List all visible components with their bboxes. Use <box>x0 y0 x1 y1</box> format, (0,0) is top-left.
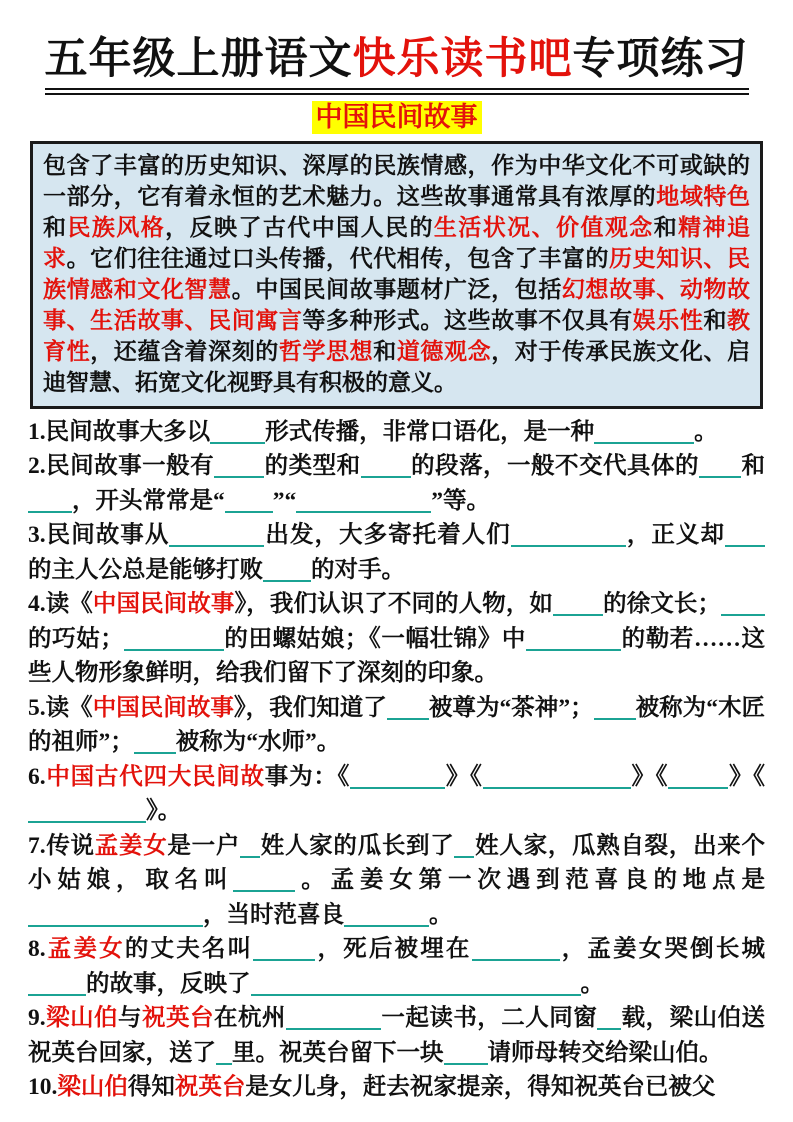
answer-blank <box>444 1039 488 1065</box>
question-item <box>28 691 765 760</box>
text-run: ，当时范喜良 <box>203 901 344 928</box>
text-run: 出发，大多寄托着人们 <box>264 522 511 549</box>
answer-blank <box>210 418 265 444</box>
question-item <box>28 932 765 1001</box>
emphasis-text: 孟姜女 <box>45 936 125 963</box>
text-run: 的丈夫名叫 <box>124 936 254 963</box>
text-run: 包含了丰富的历史知识、深厚的民族情感，作为中华文化不可或缺的一部分，它有着永恒的艺术魅力。这些故事通常具有浓厚的 <box>43 152 750 209</box>
answer-blank <box>251 970 581 996</box>
text-run: ，孟姜女哭倒长城 <box>559 936 766 963</box>
answer-blank <box>214 453 264 479</box>
answer-blank <box>233 867 295 893</box>
text-run: 姓人家的瓜长到了 <box>260 832 455 859</box>
emphasis-text: 中国民间故事 <box>92 591 235 618</box>
answer-blank <box>28 798 146 824</box>
text-run: 和 <box>703 307 728 333</box>
intro-box <box>30 141 763 409</box>
emphasis-text: 梁山伯 <box>57 1074 128 1101</box>
answer-blank <box>169 522 264 548</box>
text-run: 》《 <box>630 763 669 790</box>
emphasis-text: 梁山伯 <box>45 1005 119 1032</box>
text-run: 》《 <box>728 763 766 790</box>
answer-blank <box>28 970 86 996</box>
emphasis-text: 哲学思想 <box>278 338 374 364</box>
subtitle-highlight: 中国民间故事 <box>312 101 482 134</box>
text-run: 五年级上册语文 <box>44 36 353 83</box>
text-run: 是女儿身，赶去祝家提亲，得知祝英台已被父 <box>245 1074 716 1101</box>
text-run: ，开头常常是“ <box>72 487 225 514</box>
emphasis-text: 民族风格 <box>67 214 166 240</box>
text-run: ，死后被埋在 <box>315 936 472 963</box>
text-run: 是一户 <box>167 832 241 859</box>
text-run: 的巧姑； <box>28 625 124 652</box>
text-run: 9. <box>28 1005 46 1032</box>
text-run: 得知 <box>127 1074 175 1101</box>
emphasis-text: 孟姜女 <box>94 832 168 859</box>
answer-blank <box>668 763 728 789</box>
emphasis-text: 历史知识、民族情感和文化智慧 <box>43 245 751 302</box>
text-run: 的田螺姑娘；《一幅壮锦》中 <box>223 625 526 652</box>
answer-blank <box>511 522 626 548</box>
question-item <box>28 760 765 829</box>
answer-blank <box>725 522 765 548</box>
text-run: 和 <box>43 214 68 240</box>
answer-blank <box>286 1005 381 1031</box>
text-run: 。 <box>429 901 453 928</box>
text-run: 。它们往往通过口头传播，代代相传，包含了丰富的 <box>66 245 610 271</box>
text-run: 8. <box>28 936 46 963</box>
text-run: 一起读书，二人同窗 <box>380 1005 598 1032</box>
text-run: ”“ <box>272 487 297 514</box>
question-item <box>28 449 765 518</box>
questions-list <box>28 415 765 1105</box>
answer-blank <box>253 936 315 962</box>
text-run: 的主人公总是能够打败 <box>28 556 263 583</box>
answer-blank <box>134 729 176 755</box>
text-run: 4.读《 <box>28 591 93 618</box>
page-title <box>0 0 793 95</box>
answer-blank <box>699 453 741 479</box>
text-run: 在杭州 <box>213 1005 286 1032</box>
text-run: 的故事，反映了 <box>86 970 251 997</box>
text-run: 1.民间故事大多以 <box>28 418 211 445</box>
text-run: 被尊为“茶神”； <box>428 694 594 721</box>
emphasis-text: 中国古代四大民间故 <box>45 763 265 790</box>
emphasis-text: 快乐读书吧 <box>352 36 573 83</box>
emphasis-text: 生活状况、价值观念 <box>433 214 654 240</box>
answer-blank <box>28 487 72 513</box>
text-run: 7.传说 <box>28 832 95 859</box>
question-item <box>28 1070 765 1105</box>
emphasis-text: 幻想故事、动物故事、生活故事、民间寓言 <box>43 276 751 333</box>
text-run: 被称为“木匠的祖师”； <box>28 694 766 756</box>
text-run: 3.民间故事从 <box>28 522 170 549</box>
text-run: 与 <box>118 1005 143 1032</box>
text-run: 专项练习 <box>572 36 749 83</box>
text-run: ”等。 <box>431 487 490 514</box>
emphasis-text: 祝英台 <box>174 1074 246 1101</box>
emphasis-text: 教育性 <box>43 307 751 364</box>
answer-blank <box>361 453 411 479</box>
text-run: 姓人家，瓜熟自裂，出来个小姑娘，取名叫 <box>28 832 766 894</box>
text-run: 载，梁山伯送祝英台回家，送了 <box>28 1005 766 1066</box>
answer-blank <box>216 1039 232 1065</box>
text-run: 2.民间故事一般有 <box>28 453 215 480</box>
answer-blank <box>454 832 474 858</box>
answer-blank <box>526 625 621 651</box>
emphasis-text: 娱乐性 <box>632 307 704 333</box>
answer-blank <box>350 763 445 789</box>
answer-blank <box>124 625 224 651</box>
text-run: 的类型和 <box>264 453 361 480</box>
text-run: 》，我们知道了 <box>233 694 387 721</box>
text-run: 。孟姜女第一次遇到范喜良的地点是 <box>295 867 766 894</box>
page-title-text <box>45 34 749 95</box>
text-run: 请师母转交给梁山伯。 <box>487 1039 723 1066</box>
text-run: 和 <box>741 453 766 480</box>
answer-blank <box>240 832 260 858</box>
text-run: 。 <box>580 970 604 997</box>
text-run: ，正义却 <box>625 522 726 549</box>
text-run: 的对手。 <box>311 556 405 583</box>
text-run: ，还蕴含着深刻的 <box>90 338 279 364</box>
answer-blank <box>483 763 631 789</box>
text-run: 》，我们认识了不同的人物，如 <box>234 591 554 618</box>
answer-blank <box>597 1005 621 1031</box>
text-run: 的勒若……这些人物形象鲜明，给我们留下了深刻的印象。 <box>28 625 766 687</box>
text-run: ，对于传承民族文化、启迪智慧、拓宽文化视野具有积极的意义。 <box>43 338 751 395</box>
answer-blank <box>225 487 273 513</box>
answer-blank <box>344 901 429 927</box>
answer-blank <box>594 418 694 444</box>
text-run: ，反映了古代中国人民的 <box>165 214 434 240</box>
question-item <box>28 829 765 933</box>
text-run: 5.读《 <box>28 694 93 721</box>
text-run: 事为：《 <box>264 763 351 790</box>
emphasis-text: 地域特色 <box>656 183 751 209</box>
answer-blank <box>472 936 560 962</box>
emphasis-text: 道德观念 <box>396 338 492 364</box>
answer-blank <box>721 591 765 617</box>
text-run: 等多种形式。这些故事不仅具有 <box>302 307 633 333</box>
text-run: 。 <box>694 418 718 445</box>
text-run: 》。 <box>146 798 182 825</box>
text-run: 的段落，一般不交代具体的 <box>410 453 700 480</box>
text-run: 和 <box>653 214 679 240</box>
text-run: 10. <box>28 1074 58 1101</box>
text-run: 和 <box>373 338 397 364</box>
question-item <box>28 1001 765 1070</box>
answer-blank <box>263 556 311 582</box>
text-run: 。中国民间故事题材广泛，包括 <box>231 276 562 302</box>
answer-blank <box>594 694 636 720</box>
emphasis-text: 精神追求 <box>43 214 751 271</box>
text-run: 的徐文长； <box>603 591 721 618</box>
subtitle <box>0 101 793 134</box>
text-run: 形式传播，非常口语化，是一种 <box>265 418 595 445</box>
question-item <box>28 415 765 450</box>
answer-blank <box>387 694 429 720</box>
text-run: 里。祝英台留下一块 <box>232 1039 444 1066</box>
question-item <box>28 587 765 691</box>
answer-blank <box>28 901 203 927</box>
question-item <box>28 518 765 587</box>
emphasis-text: 中国民间故事 <box>92 694 234 721</box>
answer-blank <box>296 487 431 513</box>
text-run: 6. <box>28 763 46 790</box>
emphasis-text: 祝英台 <box>142 1005 214 1032</box>
text-run: 》《 <box>445 763 483 790</box>
answer-blank <box>553 591 603 617</box>
text-run: 被称为“水师”。 <box>175 729 341 756</box>
